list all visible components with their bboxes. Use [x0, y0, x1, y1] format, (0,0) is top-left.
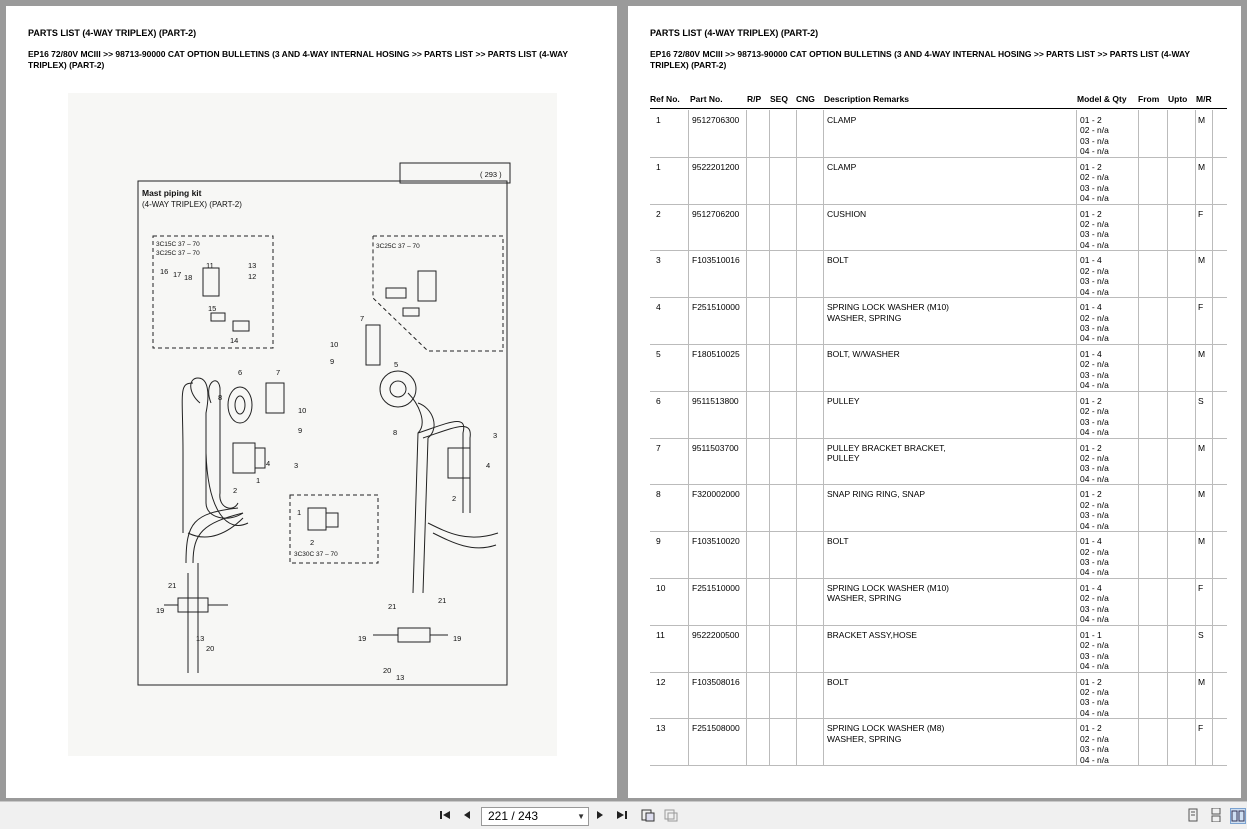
- col-part: Part No.: [690, 94, 723, 104]
- model-qty-line: 02 - n/a: [1080, 406, 1109, 417]
- viewer-toolbar: [0, 801, 1247, 829]
- callout-21: 21: [168, 581, 177, 590]
- model-qty-line: 04 - n/a: [1080, 333, 1109, 344]
- model-qty-line: 01 - 2: [1080, 161, 1102, 172]
- model-qty-line: 01 - 4: [1080, 349, 1102, 359]
- mr-cell: M: [1198, 115, 1206, 125]
- model-qty-line: 01 - 2: [1080, 115, 1102, 125]
- description-cell: [827, 255, 849, 265]
- description-cell: [827, 162, 856, 172]
- callout-7: 7: [276, 368, 281, 377]
- ref-cell: 6: [656, 395, 661, 406]
- model-qty-cell: [1080, 677, 1109, 719]
- page-title: PARTS LIST (4-WAY TRIPLEX) (PART-2): [28, 28, 197, 38]
- part-number-cell: F103508016: [692, 676, 740, 687]
- table-row: [628, 250, 1241, 297]
- model-qty-line: 03 - n/a: [1080, 603, 1109, 614]
- callout-9b: 9: [330, 357, 335, 366]
- ref-cell: 2: [656, 208, 661, 219]
- model-qty-line: 02 - n/a: [1080, 640, 1109, 651]
- callout-19c: 19: [453, 634, 462, 643]
- col-cng: CNG: [796, 94, 815, 104]
- model-qty-cell: [1080, 162, 1109, 204]
- ref-cell: 5: [656, 349, 661, 359]
- callout-20: 20: [206, 644, 215, 653]
- model-qty-line: 01 - 2: [1080, 723, 1102, 734]
- callout-3: 3: [294, 461, 299, 470]
- description-line: WASHER, SPRING: [827, 593, 902, 604]
- description-cell: [827, 443, 946, 464]
- callout-7b: 7: [360, 314, 365, 323]
- col-upto: Upto: [1168, 94, 1188, 104]
- col-desc: Description Remarks: [824, 94, 910, 104]
- pulley-bracket-left: [266, 383, 284, 413]
- callout-4: 4: [266, 459, 271, 468]
- callout-21c: 21: [438, 596, 447, 605]
- model-qty-line: 03 - n/a: [1080, 322, 1109, 333]
- ref-cell: 4: [656, 302, 661, 313]
- callout-21b: 21: [388, 602, 397, 611]
- model-qty-line: 03 - n/a: [1080, 463, 1109, 474]
- mr-cell: S: [1198, 629, 1204, 640]
- description-line: PULLEY: [827, 453, 860, 463]
- callout-14: 14: [230, 336, 239, 345]
- description-cell: [827, 536, 849, 546]
- model-qty-line: 04 - n/a: [1080, 707, 1109, 718]
- hose-bracket-right: [448, 448, 470, 478]
- ref-cell: 12: [656, 676, 666, 687]
- part-number-cell: 9522201200: [692, 161, 740, 172]
- mr-cell: M: [1198, 255, 1206, 266]
- right-page: [628, 6, 1241, 798]
- callout-2b: 2: [452, 494, 457, 503]
- detail-box-b: [373, 236, 503, 351]
- callout-10b: 10: [330, 340, 339, 349]
- callout-13c: 13: [396, 673, 405, 682]
- callout-19b: 19: [358, 634, 367, 643]
- description-line: SPRING LOCK WASHER (M10): [827, 583, 950, 593]
- description-cell: [827, 723, 944, 744]
- mr-cell: F: [1198, 583, 1204, 593]
- description-line: BOLT: [827, 676, 849, 687]
- description-line: BOLT: [827, 255, 849, 266]
- callout-6: 6: [238, 368, 243, 377]
- table-row: [628, 344, 1241, 391]
- connector-block-right: [398, 628, 430, 642]
- description-line: WASHER, SPRING: [827, 312, 902, 323]
- callout-18: 18: [184, 273, 193, 282]
- parts-diagram-drawing: [68, 93, 557, 756]
- callout-15: 15: [208, 304, 217, 313]
- col-from: From: [1138, 94, 1160, 104]
- model-qty-line: 03 - n/a: [1080, 510, 1109, 521]
- model-qty-cell: [1080, 489, 1109, 531]
- model-qty-line: 02 - n/a: [1080, 499, 1109, 510]
- ref-cell: 11: [656, 629, 665, 640]
- hose-right-1: [408, 393, 422, 593]
- model-qty-line: 03 - n/a: [1080, 416, 1109, 427]
- page-ref-label: ( 293 ): [480, 170, 502, 179]
- model-qty-line: 01 - 2: [1080, 489, 1102, 500]
- fit-page-icon[interactable]: [641, 808, 655, 822]
- model-qty-line: 03 - n/a: [1080, 229, 1109, 240]
- callout-11: 11: [206, 261, 214, 270]
- mr-cell: M: [1198, 349, 1206, 359]
- description-line: CUSHION: [827, 208, 867, 219]
- model-qty-line: 03 - n/a: [1080, 697, 1109, 708]
- box-a-code-1: 3C15C 37 – 70: [156, 241, 200, 248]
- col-ref: Ref No.: [650, 94, 680, 104]
- callout-8: 8: [218, 393, 223, 402]
- continuous-view-icon[interactable]: [1209, 808, 1223, 822]
- part-number-cell: F251510000: [692, 583, 740, 593]
- model-qty-cell: [1080, 723, 1109, 765]
- model-qty-cell: [1080, 396, 1109, 438]
- callout-12: 12: [248, 272, 257, 281]
- description-cell: [827, 583, 949, 604]
- description-cell: [827, 302, 949, 323]
- mr-cell: M: [1198, 161, 1206, 172]
- mr-cell: M: [1198, 442, 1206, 453]
- model-qty-line: 01 - 4: [1080, 302, 1102, 313]
- part-number-cell: F180510025: [692, 349, 740, 359]
- diagram-subheading: (4-WAY TRIPLEX) (PART-2): [142, 200, 242, 209]
- model-qty-line: 04 - n/a: [1080, 192, 1109, 203]
- row-divider: [650, 765, 1227, 766]
- model-qty-line: 04 - n/a: [1080, 473, 1109, 484]
- page-indicator: 221 / 243: [488, 809, 539, 823]
- model-qty-line: 03 - n/a: [1080, 650, 1109, 661]
- mr-cell: F: [1198, 302, 1204, 313]
- model-qty-line: 02 - n/a: [1080, 686, 1109, 697]
- part-number-cell: F251510000: [692, 302, 740, 313]
- callout-5: 5: [394, 360, 399, 369]
- callout-8b: 8: [393, 428, 398, 437]
- ref-cell: 1: [656, 115, 661, 125]
- model-qty-line: 02 - n/a: [1080, 546, 1109, 557]
- part-number-cell: 9522200500: [692, 629, 740, 640]
- col-mr: M/R: [1196, 94, 1212, 104]
- model-qty-line: 02 - n/a: [1080, 359, 1109, 370]
- part-number-cell: 9511513800: [692, 395, 739, 406]
- model-qty-line: 02 - n/a: [1080, 218, 1109, 229]
- model-qty-line: 03 - n/a: [1080, 182, 1109, 193]
- description-cell: [827, 209, 866, 219]
- model-qty-line: 04 - n/a: [1080, 520, 1109, 531]
- model-qty-cell: [1080, 536, 1109, 578]
- box-b-code: 3C25C 37 – 70: [376, 243, 420, 250]
- callout-13b: 13: [248, 261, 257, 270]
- description-line: WASHER, SPRING: [827, 733, 902, 744]
- page-title: PARTS LIST (4-WAY TRIPLEX) (PART-2): [650, 28, 819, 38]
- description-line: CLAMP: [827, 115, 857, 125]
- description-line: PULLEY BRACKET BRACKET,: [827, 442, 946, 453]
- model-qty-line: 04 - n/a: [1080, 567, 1109, 578]
- description-line: SPRING LOCK WASHER (M10): [827, 302, 950, 313]
- description-cell: [827, 677, 849, 687]
- hose-bracket-left: [233, 443, 255, 473]
- hose-left-1: [191, 378, 243, 518]
- pulley-right: [380, 371, 416, 407]
- ref-cell: 7: [656, 442, 661, 453]
- model-qty-line: 03 - n/a: [1080, 276, 1109, 287]
- model-qty-line: 03 - n/a: [1080, 369, 1109, 380]
- model-qty-cell: [1080, 349, 1109, 391]
- description-line: SPRING LOCK WASHER (M8): [827, 723, 945, 734]
- hose-right-2: [418, 403, 434, 593]
- description-line: CLAMP: [827, 161, 857, 172]
- first-page-icon[interactable]: [438, 808, 452, 822]
- table-row: [628, 625, 1241, 672]
- description-line: PULLEY: [827, 395, 860, 406]
- col-rp: R/P: [747, 94, 762, 104]
- model-qty-line: 03 - n/a: [1080, 556, 1109, 567]
- box-c-code: 3C30C 37 – 70: [294, 551, 338, 558]
- model-qty-cell: [1080, 115, 1109, 157]
- callout-2: 2: [233, 486, 238, 495]
- ref-cell: 8: [656, 489, 661, 500]
- next-page-icon[interactable]: [593, 808, 607, 822]
- model-qty-cell: [1080, 583, 1109, 625]
- model-qty-cell: [1080, 255, 1109, 297]
- callout-13: 13: [196, 634, 205, 643]
- ref-cell: 13: [656, 723, 666, 734]
- model-qty-line: 04 - n/a: [1080, 426, 1109, 437]
- pulley-bracket-right: [366, 325, 380, 365]
- last-page-icon[interactable]: [615, 808, 629, 822]
- chevron-down-icon: ▼: [577, 812, 585, 821]
- ref-cell: 3: [656, 255, 661, 266]
- description-cell: [827, 115, 856, 125]
- model-qty-line: 04 - n/a: [1080, 286, 1109, 297]
- prev-page-icon[interactable]: [460, 808, 474, 822]
- mr-cell: M: [1198, 489, 1206, 500]
- model-qty-cell: [1080, 209, 1109, 251]
- model-qty-line: 01 - 4: [1080, 255, 1102, 266]
- callout-16: 16: [160, 267, 169, 276]
- model-qty-line: 01 - 1: [1080, 629, 1102, 640]
- description-line: BOLT, W/WASHER: [827, 349, 900, 359]
- model-qty-line: 02 - n/a: [1080, 125, 1109, 136]
- diagram-heading: Mast piping kit: [142, 188, 202, 198]
- model-qty-line: 01 - 4: [1080, 583, 1102, 593]
- model-qty-line: 02 - n/a: [1080, 452, 1109, 463]
- callout-3b: 3: [493, 431, 498, 440]
- callout-4b: 4: [486, 461, 491, 470]
- breadcrumb: EP16 72/80V MCIII >> 98713-90000 CAT OPTION BULLETINS (3 AND 4-WAY INTERNAL HOSING >> PARTS LIST >> PARTS LIST (4-WAY TRIPLEX) (PART-2): [650, 49, 1190, 70]
- description-cell: [827, 349, 900, 359]
- description-line: BOLT: [827, 536, 849, 547]
- part-number-cell: 9512706200: [692, 208, 740, 219]
- model-qty-line: 01 - 2: [1080, 676, 1102, 687]
- description-line: BRACKET ASSY,HOSE: [827, 629, 917, 640]
- mr-cell: M: [1198, 676, 1206, 687]
- col-seq: SEQ: [770, 94, 788, 104]
- part-number-cell: 9512706300: [692, 115, 740, 125]
- ref-cell: 1: [656, 161, 661, 172]
- callout-17: 17: [173, 270, 182, 279]
- model-qty-line: 04 - n/a: [1080, 754, 1109, 765]
- model-qty-line: 01 - 2: [1080, 208, 1102, 219]
- model-qty-line: 02 - n/a: [1080, 265, 1109, 276]
- description-cell: [827, 489, 925, 499]
- description-line: SNAP RING RING, SNAP: [827, 489, 926, 500]
- model-qty-line: 04 - n/a: [1080, 614, 1109, 625]
- model-qty-line: 04 - n/a: [1080, 660, 1109, 671]
- model-qty-line: 03 - n/a: [1080, 744, 1109, 755]
- table-row: [628, 438, 1241, 485]
- model-qty-line: 01 - 2: [1080, 395, 1102, 406]
- table-row: [628, 297, 1241, 344]
- description-cell: [827, 396, 860, 406]
- callout-19: 19: [156, 606, 165, 615]
- callout-1b: 1: [297, 508, 302, 517]
- callout-9: 9: [298, 426, 303, 435]
- box-a-code-2: 3C25C 37 – 70: [156, 250, 200, 257]
- part-number-cell: 9511503700: [692, 442, 739, 453]
- page-number-select[interactable]: [481, 807, 589, 826]
- parts-table-header: [650, 94, 1227, 109]
- two-page-view-icon[interactable]: [1230, 808, 1246, 824]
- breadcrumb: EP16 72/80V MCIII >> 98713-90000 CAT OPTION BULLETINS (3 AND 4-WAY INTERNAL HOSING >> PARTS LIST >> PARTS LIST (4-WAY TRIPLEX) (PART-2): [28, 49, 568, 70]
- model-qty-line: 03 - n/a: [1080, 135, 1109, 146]
- ref-cell: 9: [656, 536, 661, 547]
- model-qty-line: 02 - n/a: [1080, 593, 1109, 604]
- part-number-cell: F103510020: [692, 536, 740, 547]
- table-row: [628, 204, 1241, 251]
- mr-cell: F: [1198, 208, 1204, 219]
- mr-cell: M: [1198, 536, 1206, 547]
- table-row: [628, 484, 1241, 531]
- table-row: [628, 578, 1241, 625]
- table-row: [628, 157, 1241, 204]
- description-cell: [827, 630, 917, 640]
- table-row: [628, 110, 1241, 157]
- model-qty-line: 04 - n/a: [1080, 380, 1109, 391]
- fit-width-icon[interactable]: [664, 808, 678, 822]
- left-page: [6, 6, 617, 798]
- connector-block-left: [178, 598, 208, 612]
- part-number-cell: F320002000: [692, 489, 740, 500]
- table-row: [628, 391, 1241, 438]
- model-qty-line: 02 - n/a: [1080, 733, 1109, 744]
- model-qty-line: 02 - n/a: [1080, 312, 1109, 323]
- model-qty-cell: [1080, 443, 1109, 485]
- part-number-cell: F103510016: [692, 255, 740, 266]
- mr-cell: F: [1198, 723, 1204, 734]
- table-row: [628, 718, 1241, 765]
- table-row: [628, 672, 1241, 719]
- model-qty-cell: [1080, 302, 1109, 344]
- parts-diagram: [68, 93, 557, 756]
- table-row: [628, 531, 1241, 578]
- callout-2c: 2: [310, 538, 315, 547]
- model-qty-line: 04 - n/a: [1080, 239, 1109, 250]
- model-qty-line: 02 - n/a: [1080, 172, 1109, 183]
- mr-cell: S: [1198, 395, 1204, 406]
- model-qty-line: 01 - 2: [1080, 442, 1102, 453]
- model-qty-line: 04 - n/a: [1080, 146, 1109, 157]
- model-qty-line: 01 - 4: [1080, 536, 1102, 547]
- ref-cell: 10: [656, 583, 666, 593]
- single-page-view-icon[interactable]: [1186, 808, 1200, 822]
- model-qty-cell: [1080, 630, 1109, 672]
- col-model: Model & Qty: [1077, 94, 1127, 104]
- callout-1: 1: [256, 476, 261, 485]
- callout-10: 10: [298, 406, 307, 415]
- part-number-cell: F251508000: [692, 723, 740, 734]
- pulley-left: [228, 387, 252, 423]
- callout-20b: 20: [383, 666, 392, 675]
